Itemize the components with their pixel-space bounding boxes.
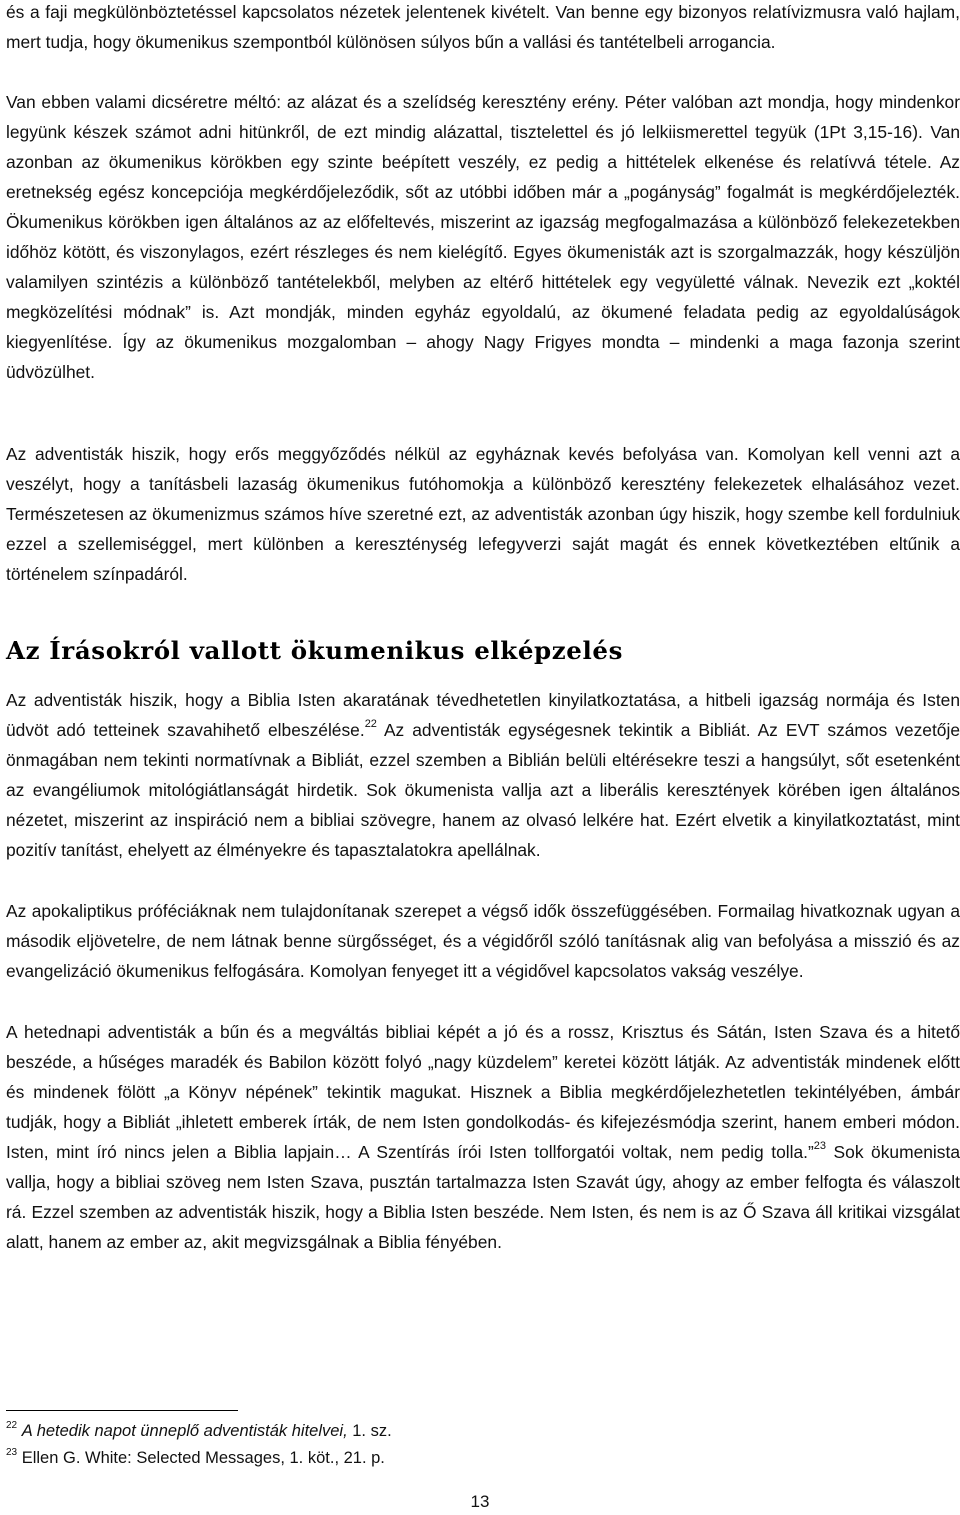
footnote-23-text: Ellen G. White: Selected Messages, 1. köt., 21. p.: [21, 1449, 385, 1467]
footnote-22-rest: 1. sz.: [347, 1422, 392, 1440]
footnote-divider: [6, 1410, 238, 1411]
footnote-ref-23[interactable]: 23: [813, 1140, 827, 1152]
paragraph-2-text: Van ebben valami dicséretre méltó: az alázat és a szelídség keresztény erény. Péter valóban azt mondja, hogy mindenkor legyünk készek számot adni hitünkről, de ezt mindig alázattal, tisztelettel és jó lelkiismerettel tegyük (1Pt 3,15-16). Van azonban az ökumenikus körökben egy szinte beépített veszély, ez pedig a hittételek elkenése és relatívvá tétele. Az eretnekség egész koncepciója megkérdőjeleződik, sőt az utóbbi időben már a „pogányság” fogalmát is megkérdőjelezték. Ökumenikus körökben igen általános az az előfeltevés, miszerint az igazság megfogalmazása a különböző felekezetekben időhöz kötött, és viszonylagos, ezért részleges és nem kielégítő. Egyes ökumenisták azt is szorgalmazzák, hogy készüljön valamilyen szintézis a különböző tantételekből, melyben az eltérő hittételek egy vegyületté válnak. Nevezik ezt „koktél megközelítési módnak” is. Azt mondják, minden egyház egyoldalú, az ökumené feladata pedig az egyoldalúságok kiegyenlítése. Így az ökumenikus mozgalomban – ahogy Nagy Frigyes mondta – mindenki a maga fazonja szerint üdvözülhet.: [6, 92, 960, 382]
paragraph-3: [6, 439, 960, 589]
paragraph-3-text: Az adventisták hiszik, hogy erős meggyőződés nélkül az egyháznak kevés befolyása van. Komolyan kell venni azt a veszélyt, hogy a tanításbeli lazaság ökumenikus futóhomokja a különböző keresztény felekezetek elhalásához vezet. Természetesen az ökumenizmus számos híve szeretné ezt, az adventisták azonban úgy hiszik, hogy szembe kell fordulniuk ezzel a szellemiséggel, mert különben a kereszténység lefegyverzi saját magát és ennek következtében eltűnik a történelem színpadáról.: [6, 444, 960, 584]
paragraph-5: [6, 896, 960, 986]
footnote-22-title: A hetedik napot ünneplő adventisták hitelvei,: [21, 1422, 348, 1440]
page-number: 13: [470, 1492, 490, 1511]
paragraph-4-text-a: Az adventisták hiszik, hogy a Biblia Isten akaratának tévedhetetlen kinyilatkoztatása, a hitbeli igazság normája és Isten üdvöt adó tetteinek szavahihető elbeszélése.: [6, 690, 960, 740]
paragraph-1-text: és a faji megkülönböztetéssel kapcsolatos nézetek jelentenek kivételt. Van benne egy bizonyos relatívizmusra való hajlam, mert tudja, hogy ökumenikus szempontból különösen súlyos bűn a vallási és tantételbeli arrogancia.: [6, 2, 960, 52]
paragraph-2: [6, 87, 960, 387]
paragraph-4: [6, 685, 960, 865]
footnote-ref-22[interactable]: 22: [364, 718, 377, 730]
paragraph-1: [6, 0, 960, 57]
footnote-22: [6, 1420, 392, 1442]
section-heading: Az Írásokról vallott ökumenikus elképzelés: [6, 636, 623, 665]
footnote-22-number: 22: [6, 1420, 18, 1431]
footnote-23: [6, 1447, 385, 1469]
paragraph-6-text-b: Sok ökumenista vallja, hogy a bibliai szöveg nem Isten Szava, pusztán tartalmazza Isten Szavát úgy, ahogy az ember felfogta és válaszolt rá. Ezzel szemben az adventisták hiszik, hogy a Biblia Isten beszéde. Nem Isten, és nem is az Ő Szava áll kritikai vizsgálat alatt, hanem az ember az, akit megvizsgálnak a Biblia fényében.: [6, 1142, 960, 1252]
paragraph-6-text-a: A hetednapi adventisták a bűn és a megváltás bibliai képét a jó és a rossz, Krisztus és Sátán, Isten Szava és a hitető beszéde, a hűséges maradék és Babilon között folyó „nagy küzdelem” keretei között látják. Az adventisták mindenek előtt és mindenek fölött „a Könyv népének” tekintik magukat. Hisznek a Biblia megkérdőjelezhetetlen tekintélyében, ámbár tudják, hogy a Bibliát „ihletett emberek írták, de nem Isten gondolkodás- és kifejezésmódja szerint, hanem emberi módon. Isten, mint író nincs jelen a Biblia lapjain… A Szentírás írói Isten tollforgatói voltak, nem pedig tolla.”: [6, 1022, 960, 1162]
paragraph-4-text-b: Az adventisták egységesnek tekintik a Bibliát. Az EVT számos vezetője önmagában nem tekinti normatívnak a Bibliát, ezzel szemben a Biblián belüli eltérésekre teszi a hangsúlyt, sőt esetenként az evangéliumok mitológiátlanságát hirdetik. Sok ökumenista vallja azt a liberális keresztények körében igen általános nézetet, miszerint az inspiráció nem a bibliai szövegre, hanem az olvasó lelkére hat. Ezért elvetik a kinyilatkoztatást, mint pozitív tanítást, ehelyett az élményekre és tapasztalatokra apellálnak.: [6, 720, 960, 860]
footnote-23-number: 23: [6, 1447, 18, 1458]
paragraph-5-text: Az apokaliptikus próféciáknak nem tulajdonítanak szerepet a végső idők összefüggésében. Formailag hivatkoznak ugyan a második eljövetelre, de nem látnak benne sürgősséget, és a végidőről szóló tanításnak alig van befolyása a misszió és az evangelizáció ökumenikus felfogására. Komolyan fenyeget itt a végidővel kapcsolatos vakság veszélye.: [6, 901, 960, 981]
paragraph-6: [6, 1017, 960, 1257]
